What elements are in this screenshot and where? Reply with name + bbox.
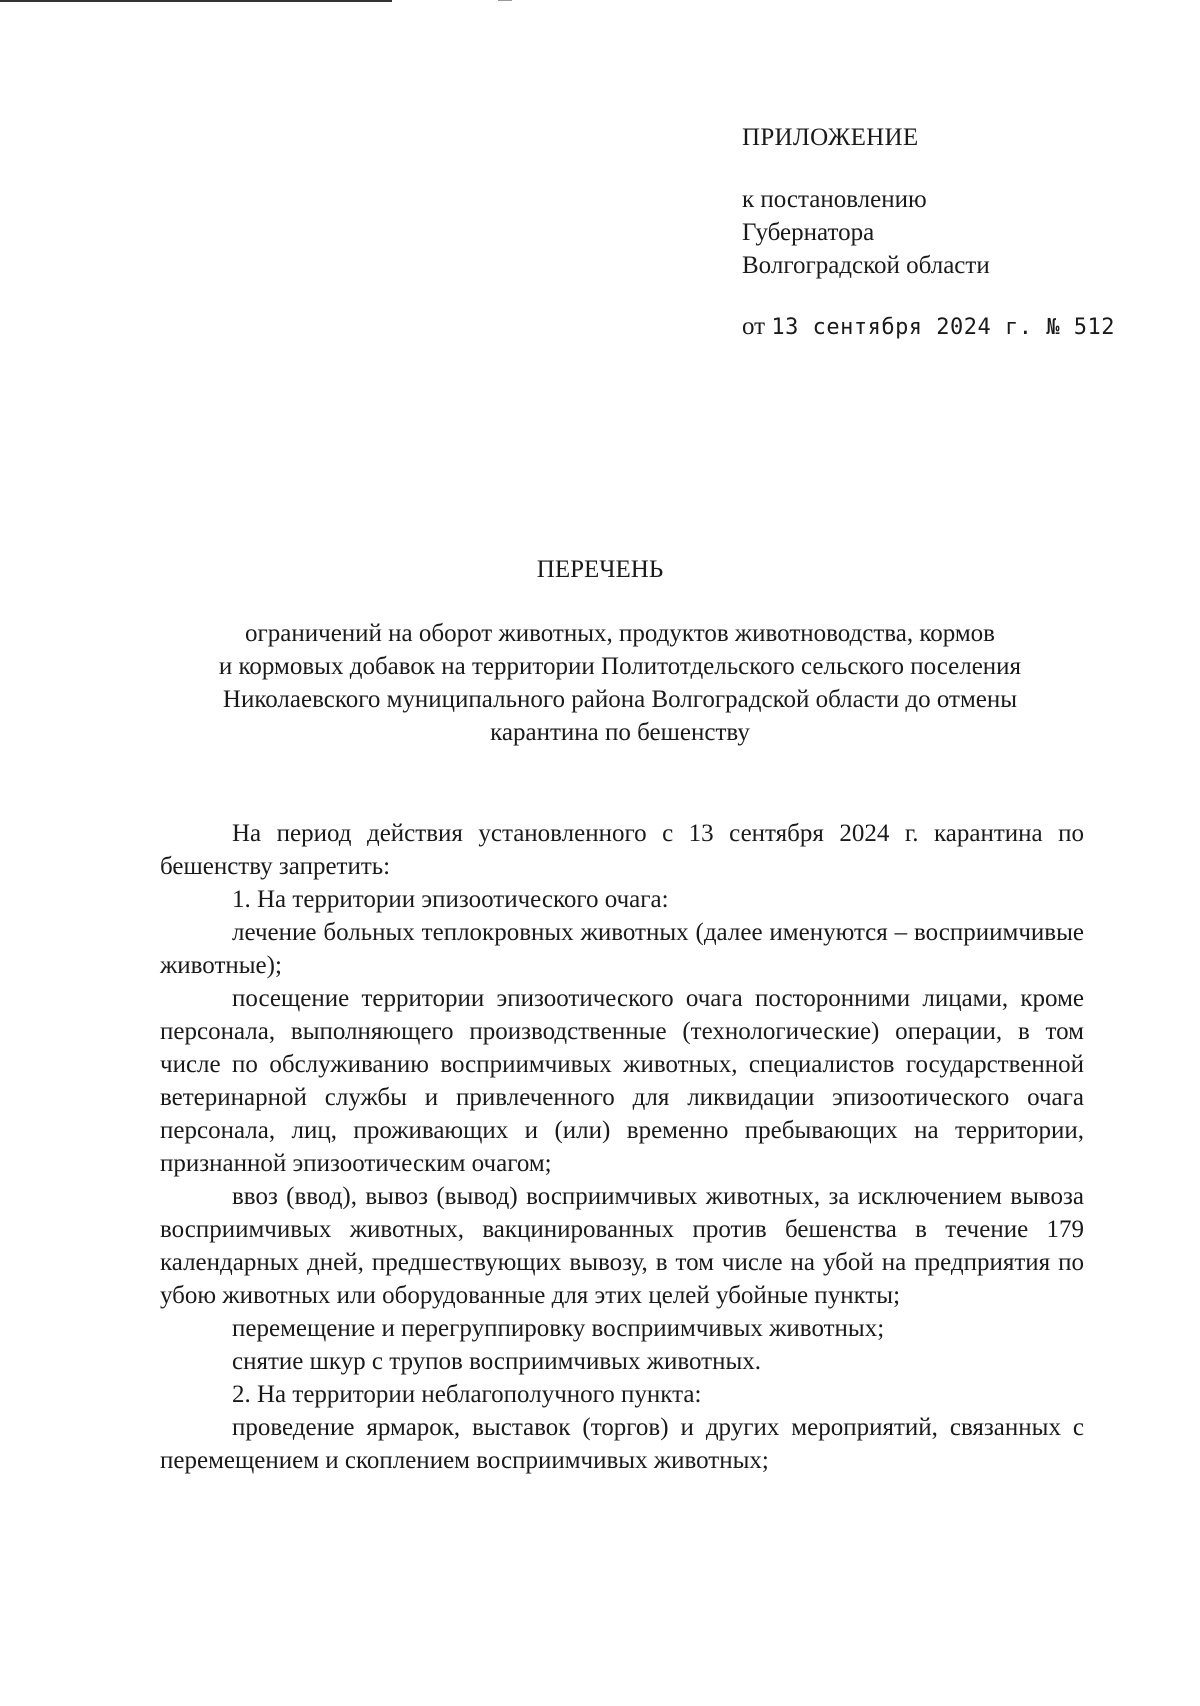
restriction-item: проведение ярмарок, выставок (торгов) и других мероприятий, связанных с перемещением и скоплением восприимчивых животных; (160, 1414, 1084, 1474)
section-heading: 2. На территории неблагополучного пункта: (232, 1381, 702, 1408)
restriction-item: лечение больных теплокровных животных (далее именуются – восприимчивые животные); (160, 919, 1084, 979)
restriction-item: посещение территории эпизоотического очага посторонними лицами, кроме персонала, выполняющего производственные (технологические) операции, в том числе по обслуживанию восприимчивых животных, специалистов государственной ветеринарной службы и привлеченного для ликвидации эпизоотического очага персонала, лиц, проживающих и (или) временно пребывающих на территории, признанной эпизоотическим очагом; (160, 985, 1084, 1177)
document-title: ПЕРЕЧЕНЬ (536, 556, 664, 583)
date-prefix: от (742, 313, 766, 340)
restriction-item: снятие шкур с трупов восприимчивых животных. (232, 1348, 762, 1375)
appendix-block (742, 121, 1115, 344)
appendix-line: Губернатора (742, 219, 875, 246)
appendix-line: к постановлению (742, 186, 927, 213)
section-heading: 1. На территории эпизоотического очага: (232, 886, 669, 913)
resolution-date-line (742, 310, 1115, 344)
subtitle-line: Николаевского муниципального района Волгоградской области до отмены (222, 686, 1018, 713)
intro-paragraph: На период действия установленного с 13 сентября 2024 г. карантина по бешенству запретить: (160, 820, 1084, 880)
scan-artifact (498, 0, 512, 1)
appendix-line: Волгоградской области (742, 252, 990, 279)
subtitle-line: ограничений на оборот животных, продуктов животноводства, кормов (245, 620, 995, 647)
document-body (160, 817, 1084, 1477)
subtitle-line: и кормовых добавок на территории Политотдельского сельского поселения (218, 653, 1022, 680)
appendix-heading: ПРИЛОЖЕНИЕ (742, 124, 919, 151)
resolution-date: 13 сентября 2024 г. № 512 (771, 315, 1115, 340)
restriction-item: ввоз (ввод), вывоз (вывод) восприимчивых животных, за исключением вывоза восприимчивых животных, вакцинированных против бешенства в течение 179 календарных дней, предшествующих вывозу, в том числе на убой на предприятия по убою животных или оборудованные для этих целей убойные пункты; (160, 1183, 1084, 1309)
restriction-item: перемещение и перегруппировку восприимчивых животных; (232, 1315, 885, 1342)
scan-edge-line (0, 0, 392, 2)
subtitle-line: карантина по бешенству (490, 719, 750, 746)
document-subtitle (150, 617, 1090, 749)
